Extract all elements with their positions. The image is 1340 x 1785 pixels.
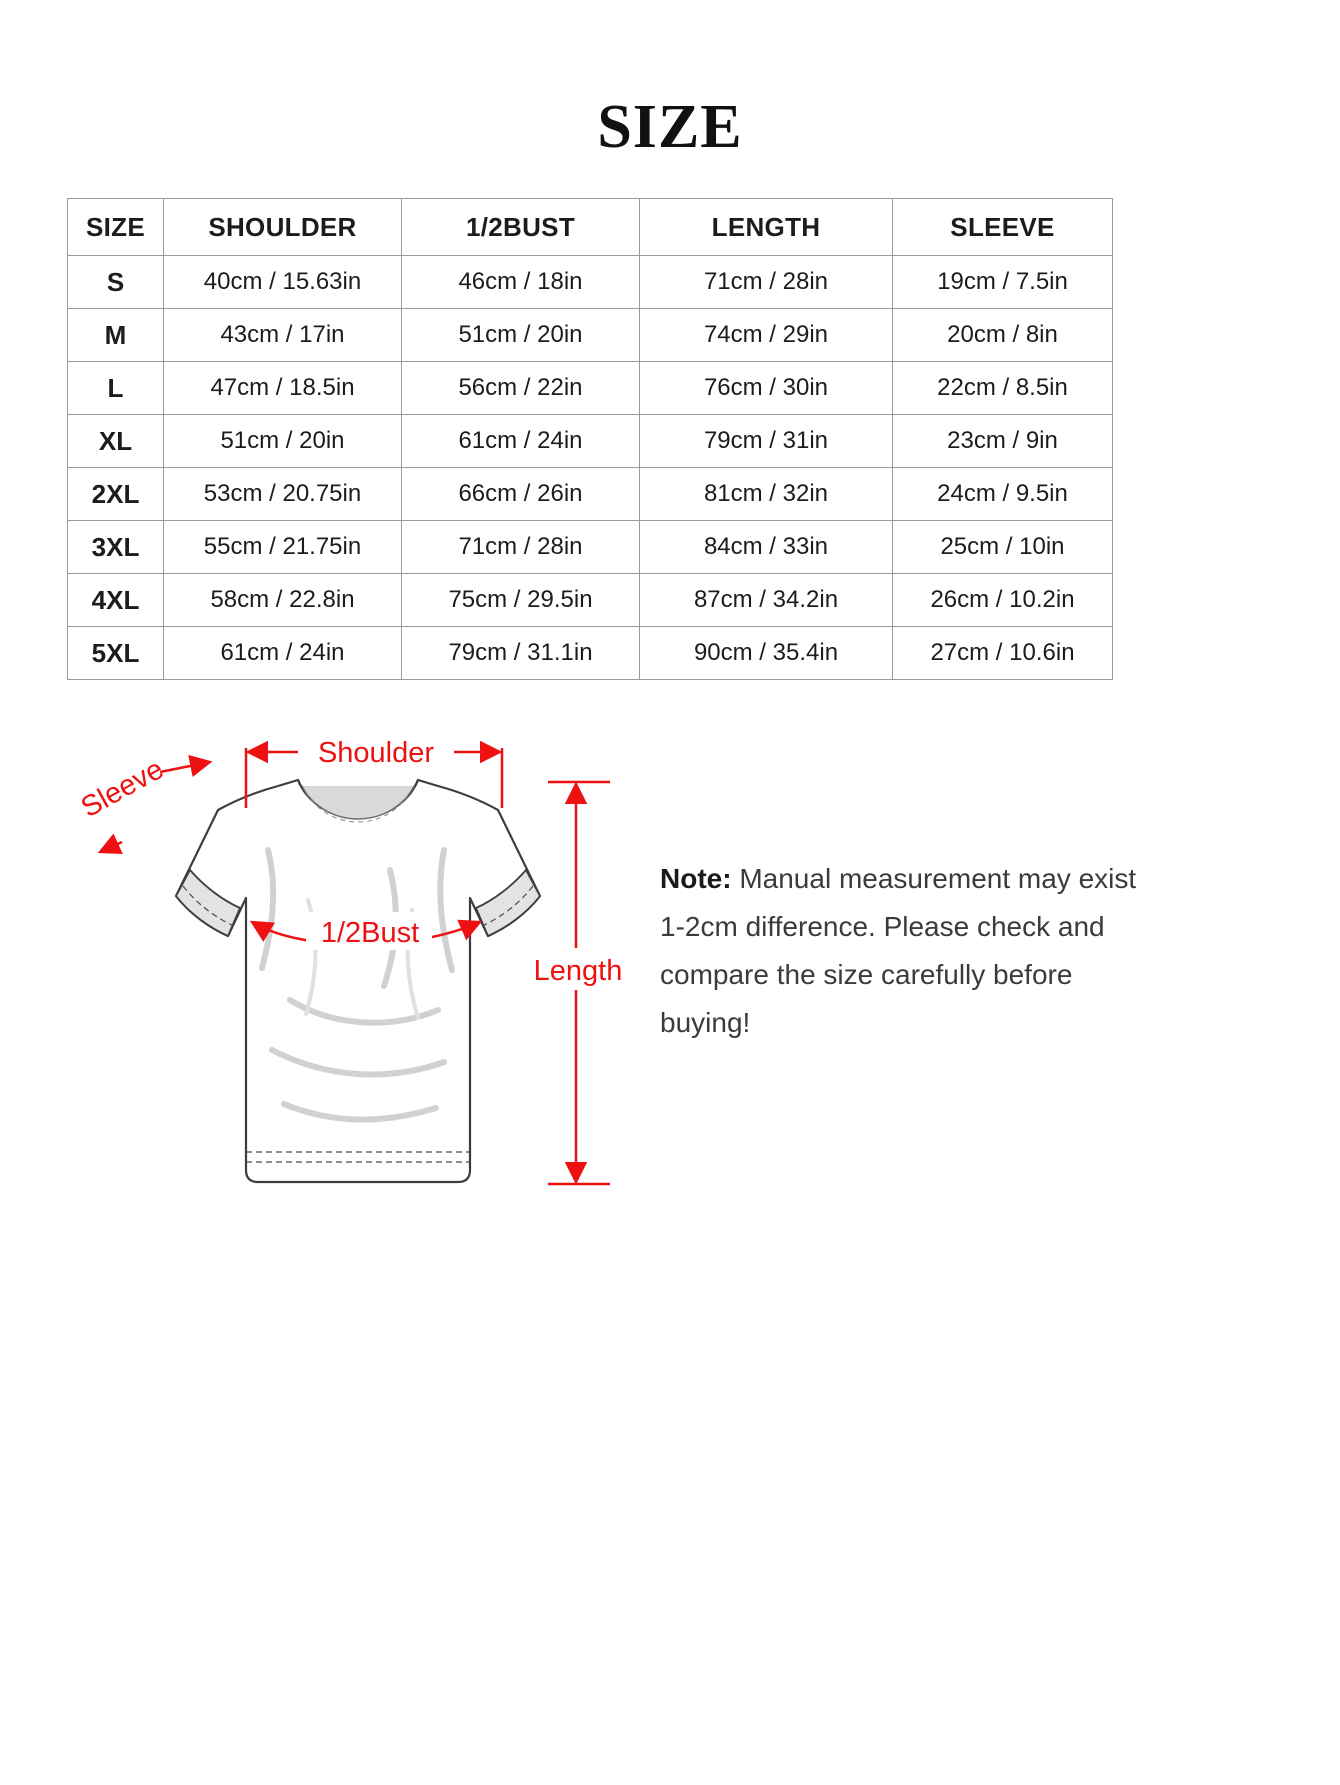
cell-size: XL	[68, 415, 164, 468]
cell-length: 79cm / 31in	[640, 415, 893, 468]
cell-bust: 79cm / 31.1in	[402, 627, 640, 680]
sleeve-measure-arrow	[76, 753, 210, 852]
table-row	[68, 309, 1113, 362]
cell-sleeve: 26cm / 10.2in	[893, 574, 1113, 627]
cell-bust: 61cm / 24in	[402, 415, 640, 468]
cell-size: L	[68, 362, 164, 415]
cell-size: 4XL	[68, 574, 164, 627]
cell-bust: 66cm / 26in	[402, 468, 640, 521]
cell-bust: 46cm / 18in	[402, 256, 640, 309]
cell-bust: 51cm / 20in	[402, 309, 640, 362]
note-block	[660, 855, 1160, 1048]
cell-bust: 71cm / 28in	[402, 521, 640, 574]
cell-sleeve: 22cm / 8.5in	[893, 362, 1113, 415]
cell-sleeve: 27cm / 10.6in	[893, 627, 1113, 680]
label-bust: 1/2Bust	[320, 917, 420, 949]
cell-shoulder: 47cm / 18.5in	[164, 362, 402, 415]
page-title: SIZE	[597, 93, 743, 161]
label-shoulder: Shoulder	[317, 737, 435, 769]
cell-size: M	[68, 309, 164, 362]
cell-shoulder: 51cm / 20in	[164, 415, 402, 468]
table-row	[68, 468, 1113, 521]
note-label: Note:	[660, 863, 732, 894]
cell-shoulder: 53cm / 20.75in	[164, 468, 402, 521]
cell-shoulder: 55cm / 21.75in	[164, 521, 402, 574]
measurement-diagram	[40, 700, 660, 1230]
cell-sleeve: 19cm / 7.5in	[893, 256, 1113, 309]
cell-shoulder: 61cm / 24in	[164, 627, 402, 680]
size-chart-table	[67, 198, 1113, 680]
cell-sleeve: 25cm / 10in	[893, 521, 1113, 574]
cell-size: 3XL	[68, 521, 164, 574]
cell-size: S	[68, 256, 164, 309]
cell-length: 90cm / 35.4in	[640, 627, 893, 680]
label-sleeve: Sleeve	[75, 753, 169, 825]
table-row	[68, 415, 1113, 468]
cell-shoulder: 43cm / 17in	[164, 309, 402, 362]
table-row	[68, 574, 1113, 627]
note-text: Manual measurement may exist 1-2cm difference. Please check and compare the size carefully before buying!	[660, 863, 1137, 1039]
table-row	[68, 256, 1113, 309]
cell-length: 76cm / 30in	[640, 362, 893, 415]
cell-shoulder: 40cm / 15.63in	[164, 256, 402, 309]
column-header-length: LENGTH	[640, 199, 893, 256]
tshirt-illustration	[176, 780, 540, 1182]
column-header-size: SIZE	[68, 199, 164, 256]
cell-length: 74cm / 29in	[640, 309, 893, 362]
label-length: Length	[533, 955, 623, 987]
table-row	[68, 627, 1113, 680]
cell-length: 87cm / 34.2in	[640, 574, 893, 627]
cell-sleeve: 24cm / 9.5in	[893, 468, 1113, 521]
column-header-shoulder: SHOULDER	[164, 199, 402, 256]
column-header-sleeve: SLEEVE	[893, 199, 1113, 256]
column-header-bust: 1/2BUST	[402, 199, 640, 256]
table-row	[68, 362, 1113, 415]
cell-bust: 75cm / 29.5in	[402, 574, 640, 627]
cell-length: 84cm / 33in	[640, 521, 893, 574]
cell-length: 81cm / 32in	[640, 468, 893, 521]
cell-bust: 56cm / 22in	[402, 362, 640, 415]
cell-size: 2XL	[68, 468, 164, 521]
cell-shoulder: 58cm / 22.8in	[164, 574, 402, 627]
table-row	[68, 521, 1113, 574]
length-measure-arrow	[526, 782, 630, 1184]
cell-sleeve: 20cm / 8in	[893, 309, 1113, 362]
cell-size: 5XL	[68, 627, 164, 680]
table-header-row	[68, 199, 1113, 256]
cell-sleeve: 23cm / 9in	[893, 415, 1113, 468]
cell-length: 71cm / 28in	[640, 256, 893, 309]
